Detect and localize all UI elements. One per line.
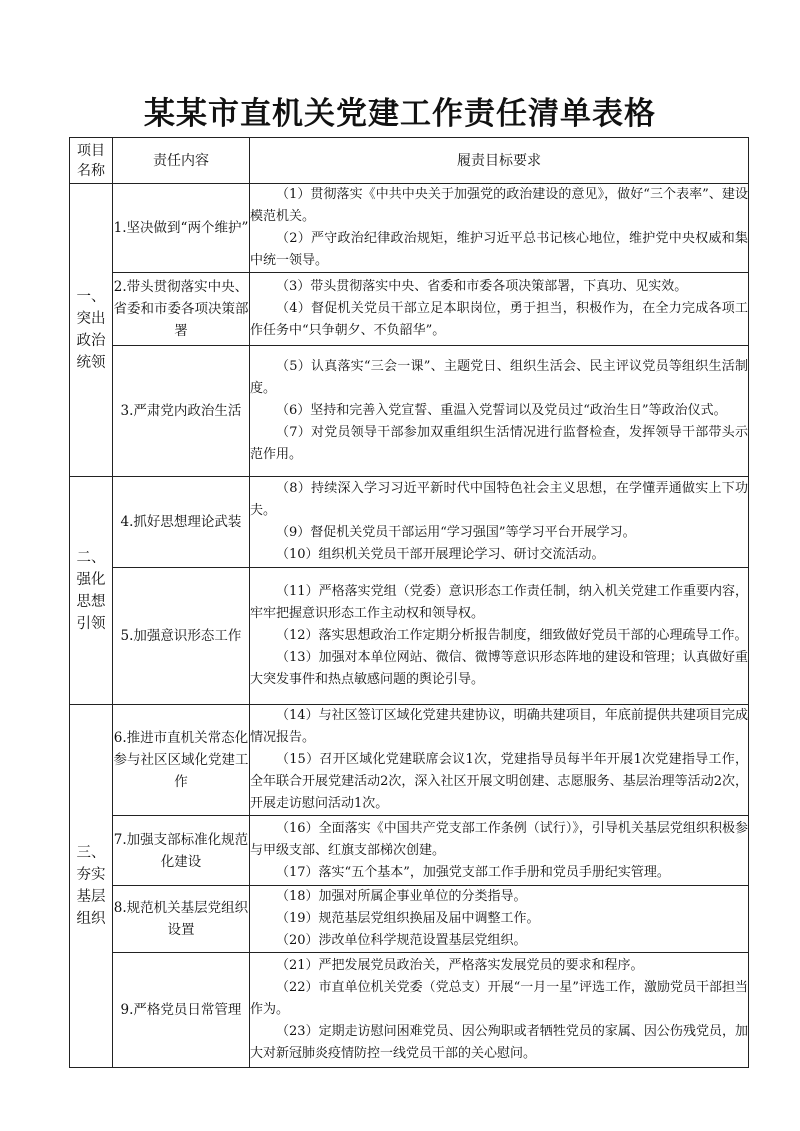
requirement-item: （5）认真落实“三会一课”、主题党日、组织生活会、民主评议党员等组织生活制度。 [250,359,748,396]
requirement-cell [250,477,749,568]
table-row [70,705,749,816]
category-cell: 二、强化思想引领 [70,477,113,705]
requirement-item: （4）督促机关党员干部立足本职岗位，勇于担当，积极作为，在全力完成各项工作任务中“只争朝夕、不负韶华”。 [250,301,748,338]
header-task: 责任内容 [113,138,250,184]
table-body [70,184,749,1068]
requirement-item: （18）加强对所属企事业单位的分类指导。 [276,889,527,904]
responsibility-table [69,137,749,1068]
document-title: 某某市直机关党建工作责任清单表格 [144,96,656,132]
table-row [70,568,749,705]
requirement-item: （12）落实思想政治工作定期分析报告制度，细致做好党员干部的心理疏导工作。 [276,628,748,643]
requirement-cell [250,886,749,953]
requirement-cell [250,346,749,477]
category-cell: 一、突出政治统领 [70,184,113,477]
task-cell: 5.加强意识形态工作 [113,568,250,705]
task-cell: 4.抓好思想理论武装 [113,477,250,568]
requirement-item: （22）市直单位机关党委（党总支）开展“一月一星”评选工作，激励党员干部担当作为。 [250,980,748,1017]
requirement-item: （16）全面落实《中国共产党支部工作条例（试行）》，引导机关基层党组织积极参与甲级支部、红旗支部梯次创建。 [250,820,748,858]
requirement-item: （23）定期走访慰问困难党员、因公殉职或者牺牲党员的家属、因公伤残党员，加大对新冠肺炎疫情防控一线党员干部的关心慰问。 [250,1024,748,1061]
requirement-item: （1）贯彻落实《中共中央关于加强党的政治建设的意见》，做好“三个表率”、建设模范机关。 [250,187,748,224]
table-row [70,886,749,953]
requirement-item: （8）持续深入学习习近平新时代中国特色社会主义思想，在学懂弄通做实上下功夫。 [250,481,748,518]
requirement-cell [250,953,749,1068]
requirement-item: （3）带头贯彻落实中央、省委和市委各项决策部署，下真功、见实效。 [276,279,688,294]
task-cell: 2.带头贯彻落实中央、省委和市委各项决策部署 [113,273,250,346]
requirement-item: （7）对党员领导干部参加双重组织生活情况进行监督检查，发挥领导干部带头示范作用。 [250,425,748,462]
header-category: 项目名称 [70,138,113,184]
requirement-item: （9）督促机关党员干部运用“学习强国”等学习平台开展学习。 [276,525,636,540]
requirement-item: （15）召开区域化党建联席会议1次，党建指导员每半年开展1次党建指导工作，全年联合开展党建活动2次，深入社区开展文明创建、志愿服务、基层治理等活动2次，开展走访慰问活动1次。 [250,752,748,811]
requirement-item: （13）加强对本单位网站、微信、微博等意识形态阵地的建设和管理；认真做好重大突发事件和热点敏感问题的舆论引导。 [250,650,748,687]
table-row [70,184,749,273]
requirement-cell [250,184,749,273]
requirement-item: （11）严格落实党组（党委）意识形态工作责任制，纳入机关党建工作重要内容，牢牢把握意识形态工作主动权和领导权。 [250,584,748,621]
requirement-item: （14）与社区签订区域化党建共建协议，明确共建项目，年底前提供共建项目完成情况报告。 [250,708,748,745]
requirement-item: （6）坚持和完善入党宣誓、重温入党誓词以及党员过“政治生日”等政治仪式。 [276,403,727,418]
table-header-row [70,138,749,184]
header-requirement: 履责目标要求 [250,138,749,184]
requirement-item: （21）严把发展党员政治关，严格落实发展党员的要求和程序。 [276,958,644,973]
task-cell: 9.严格党员日常管理 [113,953,250,1068]
task-cell: 3.严肃党内政治生活 [113,346,250,477]
requirement-cell [250,816,749,886]
requirement-item: （10）组织机关党员干部开展理论学习、研讨交流活动。 [276,547,605,562]
task-cell: 6.推进市直机关常态化参与社区区域化党建工作 [113,705,250,816]
task-cell: 7.加强支部标准化规范化建设 [113,816,250,886]
requirement-cell [250,273,749,346]
task-cell: 8.规范机关基层党组织设置 [113,886,250,953]
requirement-cell [250,568,749,705]
requirement-cell [250,705,749,816]
table-row [70,346,749,477]
table-row [70,477,749,568]
requirement-item: （2）严守政治纪律政治规矩，维护习近平总书记核心地位，维护党中央权威和集中统一领导。 [250,231,748,268]
task-cell: 1.坚决做到“两个维护” [113,184,250,273]
requirement-item: （19）规范基层党组织换届及届中调整工作。 [276,911,540,926]
requirement-item: （17）落实“五个基本”，加强党支部工作手册和党员手册纪实管理。 [276,864,670,880]
table-row [70,273,749,346]
table-row [70,953,749,1068]
category-cell: 三、夯实基层组织 [70,705,113,1068]
table-row [70,816,749,886]
requirement-item: （20）涉改单位科学规范设置基层党组织。 [276,933,527,948]
